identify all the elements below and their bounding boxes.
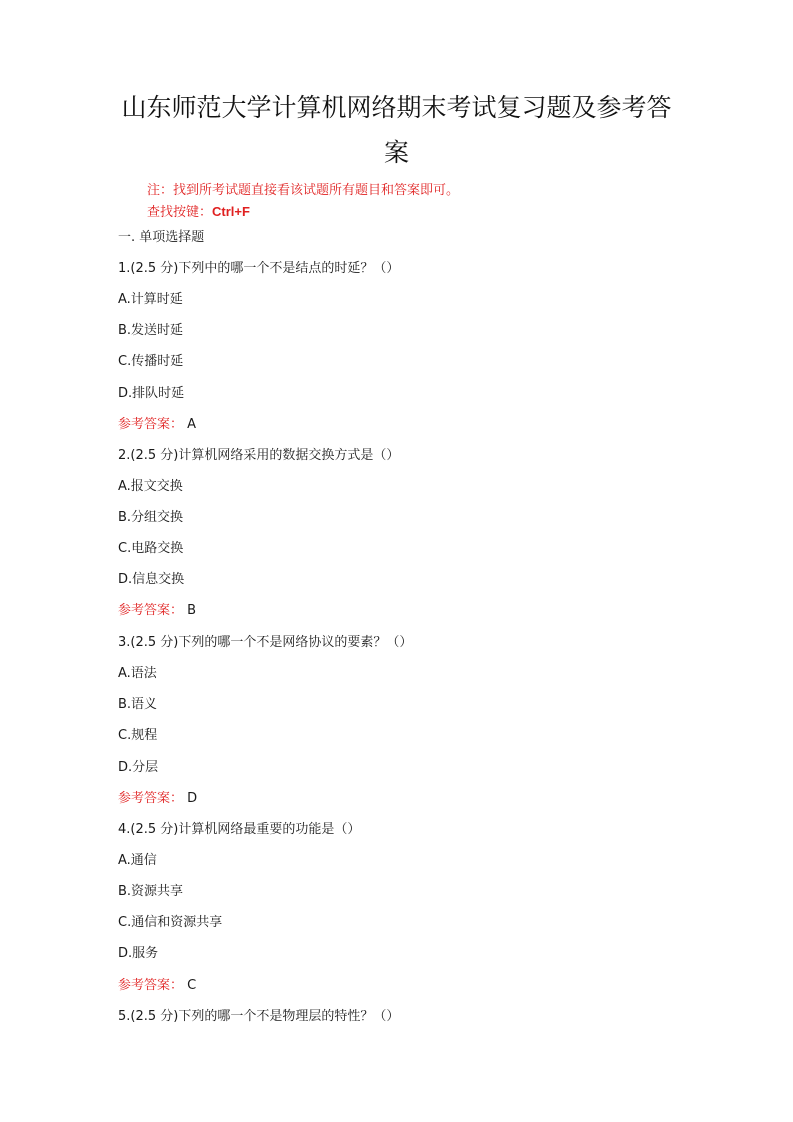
document-title-line-2: 案 [383, 138, 409, 167]
search-key-label: 查找按键： [147, 205, 213, 220]
option-item: A.计算时延 [118, 292, 183, 307]
question-stem: 1.(2.5 分)下列中的哪一个不是结点的时延？（） [118, 261, 400, 276]
search-key-note [147, 205, 250, 219]
answer-value: A [187, 417, 197, 432]
document-title-line-1: 山东师范大学计算机网络期末考试复习题及参考答 [121, 93, 672, 122]
answer-value: C [187, 978, 197, 993]
answer-line [118, 792, 197, 805]
option-item: C.通信和资源共享 [118, 915, 223, 930]
option-item: B.发送时延 [118, 323, 184, 338]
option-item: A.报文交换 [118, 479, 183, 494]
answer-value: B [187, 603, 197, 618]
option-item: B.语义 [118, 697, 158, 712]
answer-label: 参考答案： [118, 603, 184, 618]
answer-label: 参考答案： [118, 791, 184, 806]
answer-label: 参考答案： [118, 978, 184, 993]
answer-line [118, 979, 196, 992]
option-item: D.分层 [118, 760, 159, 775]
answer-line [118, 418, 196, 431]
question-stem: 4.(2.5 分)计算机网络最重要的功能是（） [118, 822, 361, 837]
option-item: A.语法 [118, 666, 157, 681]
question-stem: 5.(2.5 分)下列的哪一个不是物理层的特性？（） [118, 1009, 400, 1024]
answer-value: D [187, 791, 198, 806]
option-item: C.传播时延 [118, 354, 184, 369]
answer-line [118, 604, 196, 617]
option-item: B.分组交换 [118, 510, 184, 525]
option-item: B.资源共享 [118, 884, 184, 899]
option-item: D.排队时延 [118, 386, 185, 401]
section-heading: 一. 单项选择题 [118, 230, 205, 245]
option-item: D.信息交换 [118, 572, 185, 587]
answer-label: 参考答案： [118, 417, 184, 432]
option-item: D.服务 [118, 946, 159, 961]
search-key-shortcut: Ctrl+F [212, 204, 250, 219]
option-item: C.规程 [118, 728, 158, 743]
search-note: 注：找到所考试题直接看该试题所有题目和答案即可。 [147, 183, 460, 198]
option-item: A.通信 [118, 853, 157, 868]
question-stem: 2.(2.5 分)计算机网络采用的数据交换方式是（） [118, 448, 400, 463]
option-item: C.电路交换 [118, 541, 184, 556]
question-stem: 3.(2.5 分)下列的哪一个不是网络协议的要素？（） [118, 635, 413, 650]
